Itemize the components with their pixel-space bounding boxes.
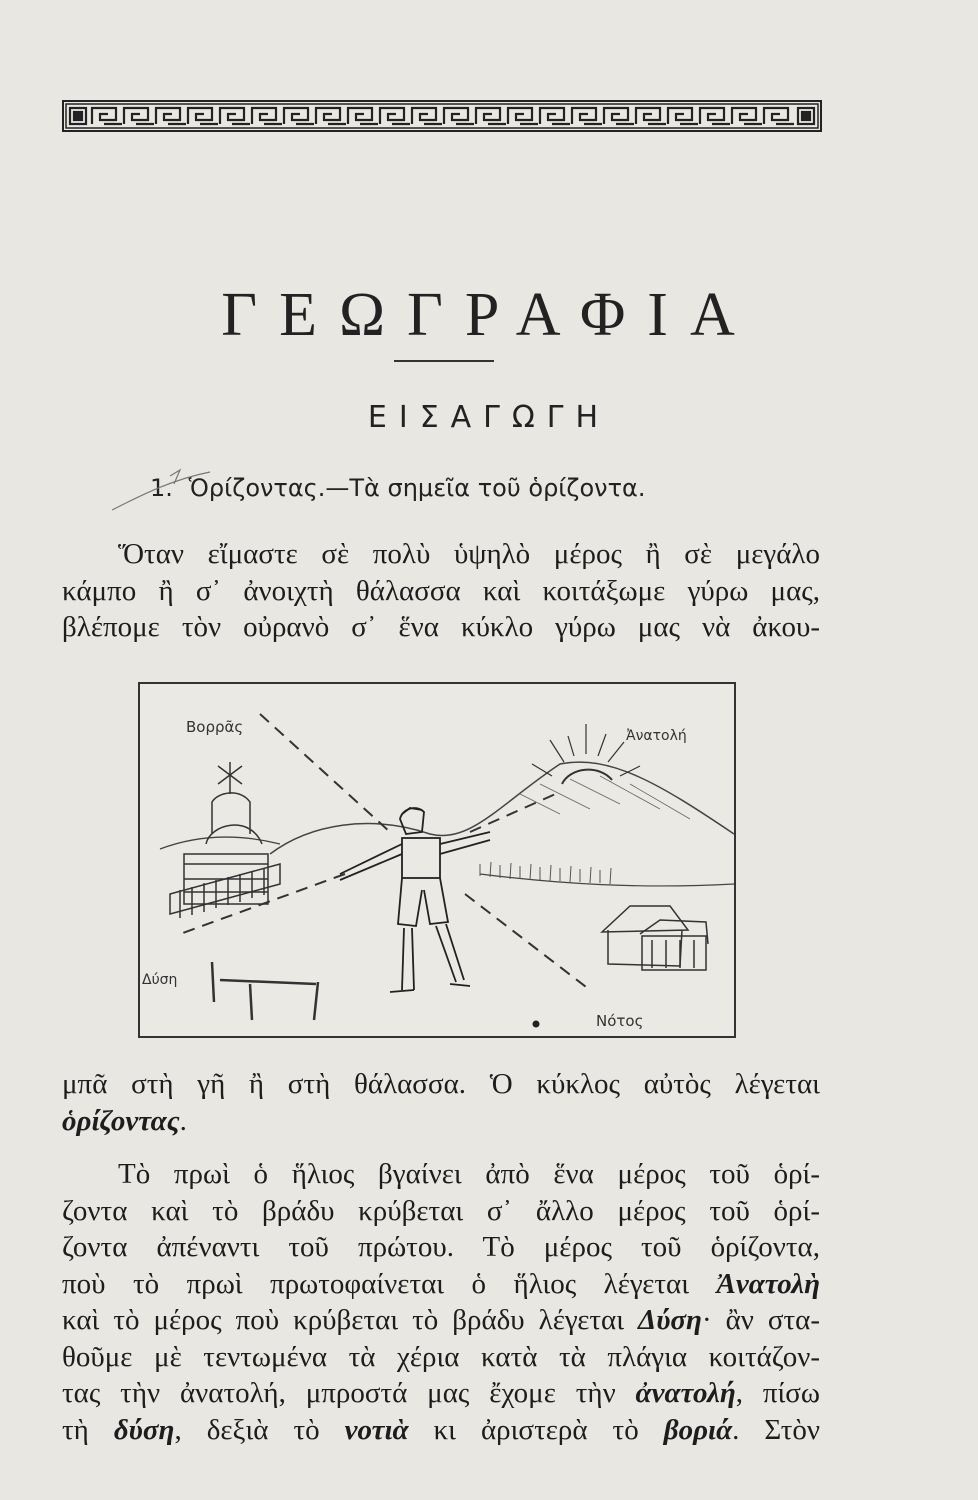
text-span: κι ἀριστερὰ τὸ — [433, 1413, 639, 1446]
term-east-front: ἀνατολή — [635, 1377, 736, 1409]
meander-key — [444, 108, 474, 124]
title-divider — [394, 360, 494, 362]
text-line — [62, 1302, 820, 1339]
paragraph-1 — [62, 536, 820, 646]
text-span: · ἂν στα- — [701, 1304, 821, 1336]
meander-key — [316, 108, 346, 124]
text-span: τὴ — [62, 1413, 89, 1446]
term-horizon: ὁρίζοντας — [62, 1104, 180, 1137]
text-line — [62, 1412, 820, 1449]
text-line: Τὸ πρωὶ ὁ ἥλιος βγαίνει ἀπὸ ἕνα μέρος τοῦ ὁρί- — [118, 1158, 820, 1190]
meander-key — [220, 108, 250, 124]
meander-key — [540, 108, 570, 124]
pencil-mark — [110, 466, 230, 516]
meander-key — [764, 108, 794, 124]
label-east: Ἀνατολή — [626, 728, 687, 744]
meander-key — [348, 108, 378, 124]
punctuation: . — [179, 1104, 187, 1137]
meander-key — [252, 108, 282, 124]
text-span: , δεξιὰ τὸ — [174, 1413, 320, 1446]
subtitle: ΕΙΣΑΓΩΓΗ — [367, 400, 611, 435]
text-line: θοῦμε μὲ τεντωμένα τὰ χέρια κατὰ τὰ πλάγια κοιτάζον- — [62, 1340, 820, 1373]
term-east: Ἀνατολὴ — [716, 1267, 820, 1300]
text-line — [62, 1375, 820, 1412]
meander-key — [572, 108, 602, 124]
term-west: Δύση — [638, 1304, 702, 1336]
paragraph-2 — [62, 1066, 820, 1139]
text-line: ζοντα ἀπέναντι τοῦ πρώτου. Τὸ μέρος τοῦ ὁρίζοντα, — [62, 1231, 820, 1263]
term-north: βοριά — [663, 1413, 733, 1446]
text-span: ποὺ τὸ πρωὶ πρωτοφαίνεται ὁ ἥλιος λέγεται — [62, 1267, 690, 1300]
meander-border — [62, 100, 822, 132]
label-south: Νότος — [596, 1012, 644, 1030]
horizon-illustration — [138, 682, 736, 1038]
meander-key — [668, 108, 698, 124]
meander-key — [92, 108, 122, 124]
meander-key — [380, 108, 410, 124]
meander-key — [508, 108, 538, 124]
label-north: Βορρᾶς — [186, 718, 244, 736]
text-line: μπᾶ στὴ γῆ ἢ στὴ θάλασσα. Ὁ κύκλος αὐτὸς λέγεται — [62, 1068, 820, 1100]
text-span: . Στὸν — [732, 1413, 820, 1446]
meander-key — [188, 108, 218, 124]
term-south: νοτιὰ — [344, 1413, 409, 1446]
text-span: τας τὴν ἀνατολή, μπροστά μας ἔχομε τὴν — [62, 1377, 616, 1409]
text-line: βλέπομε τὸν οὐρανὸ σ᾽ ἕνα κύκλο γύρω μας νὰ ἀκου- — [62, 611, 820, 643]
meander-key — [124, 108, 154, 124]
text-span: καὶ τὸ μέρος ποὺ κρύβεται τὸ βράδυ λέγεται — [62, 1304, 625, 1336]
text-line — [62, 1266, 820, 1303]
text-line: Ὅταν εἴμαστε σὲ πολὺ ὑψηλὸ μέρος ἢ σὲ μεγάλο — [118, 538, 820, 570]
meander-key — [636, 108, 666, 124]
text-span: , πίσω — [735, 1377, 821, 1409]
meander-key — [412, 108, 442, 124]
illustration-drawing — [140, 684, 734, 1036]
paragraph-3 — [62, 1156, 820, 1448]
text-line — [62, 1103, 820, 1140]
label-west: Δύση — [142, 972, 178, 988]
section-number: 1. — [150, 474, 173, 502]
section-heading-text: Ὁρίζοντας.—Τὰ σημεῖα τοῦ ὁρίζοντα. — [188, 474, 646, 502]
page-title: ΓΕΩΓΡΑΦΙΑ — [221, 281, 757, 349]
section-heading — [150, 474, 645, 502]
text-line: ζοντα καὶ τὸ βράδυ κρύβεται σ᾽ ἄλλο μέρος τοῦ ὁρί- — [62, 1194, 820, 1227]
term-west-behind: δύση — [113, 1413, 175, 1446]
meander-key — [732, 108, 762, 124]
text-line: κάμπο ἢ σ᾽ ἀνοιχτὴ θάλασσα καὶ κοιτάξωμε γύρω μας, — [62, 574, 820, 607]
meander-key — [604, 108, 634, 124]
meander-key — [284, 108, 314, 124]
meander-key — [700, 108, 730, 124]
meander-key — [476, 108, 506, 124]
meander-key — [156, 108, 186, 124]
